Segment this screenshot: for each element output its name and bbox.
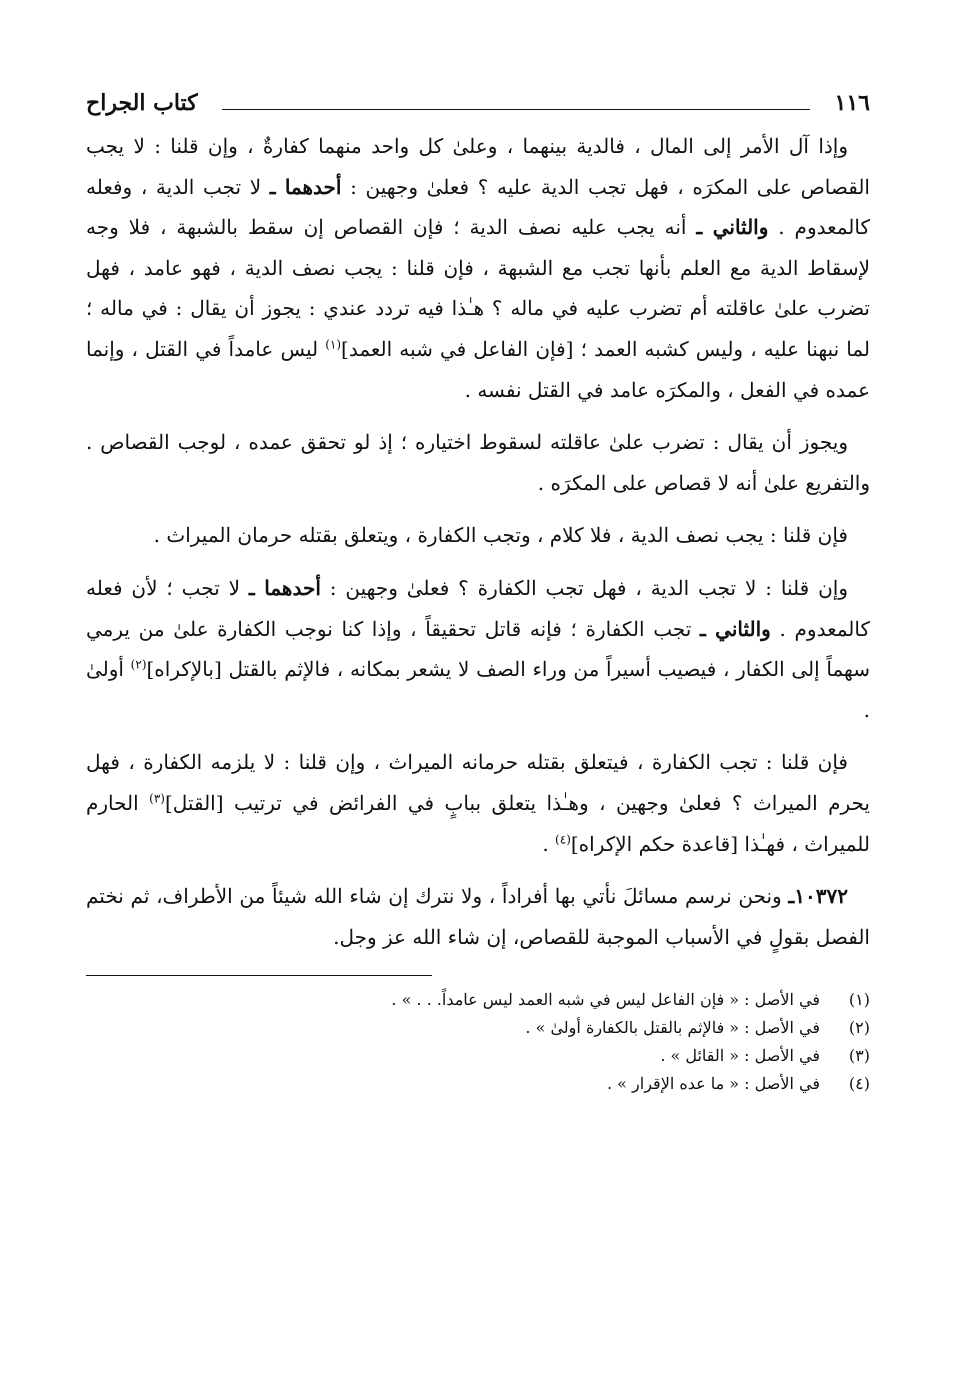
text-run: فإن قلنا : تجب الكفارة ، فيتعلق بقتله حرمانه الميراث ، وإن قلنا : لا يلزمه الكفارة ، فهل يحرم الميراث ؟ فعلىٰ وجهين ، وهـٰذا يتعلق ببابٍ في الفرائض في ترتيب [القتل]: [86, 750, 870, 815]
text-run: تجب الكفارة ؛ فإنه قاتل تحقيقاً ، وإذا كنا نوجب الكفارة علىٰ من يرمي سهماً إلى الكفار ، فيصيب أسيراً من وراء الصف لا يشعر بمكانه ، فالإثم بالقتل [بالإكراه]: [86, 616, 870, 682]
page: [86, 88, 870, 1098]
footnote-text: في الأصل : « فالإثم بالقتل بالكفارة أولىٰ » .: [525, 1018, 820, 1038]
paragraph: [86, 422, 870, 503]
paragraph: [86, 742, 870, 864]
page-number: ١١٦: [834, 90, 870, 116]
text-run: الحارم للميراث ، فهـٰذا [قاعدة حكم الإكراه]: [86, 790, 870, 856]
paragraph: [86, 126, 870, 410]
main-text: [86, 126, 870, 957]
page-header: [86, 88, 870, 122]
text-run: ويجوز أن يقال : تضرب علىٰ عاقلته لسقوط اختياره ؛ إذ لو تحقق عمده ، لوجب القصاص . والتفريع علىٰ أنه لا قصاص على المكرَه .: [86, 430, 870, 495]
book-title: كتاب الجراح: [86, 90, 198, 116]
text-run: فإن قلنا : يجب نصف الدية ، فلا كلام ، وتجب الكفارة ، ويتعلق بقتله حرمان الميراث .: [153, 523, 848, 548]
footnote: [86, 1070, 870, 1098]
footnotes: [86, 986, 870, 1098]
text-run: أنه يجب عليه نصف الدية ؛ فإن القصاص إن سقط بالشبهة ، فلا وجه لإسقاط الدية مع العلم بأنها تجب مع الشبهة ، فإن قلنا : يجب نصف الدية ، فهو عامد ، فهل تضرب علىٰ عاقلته أم تضرب عليه في ماله ؟ هـٰذا فيه تردد عندي : يجوز أن يقال : في ماله ؛ لما نبهنا عليه ، وليس كشبه العمد ؛ [فإن الفاعل في شبه العمد]: [86, 215, 871, 361]
text-run: وإن قلنا : لا تجب الدية ، فهل تجب الكفارة ؟ فعلىٰ وجهين :: [320, 575, 848, 600]
footnote-number: (٣): [848, 1046, 870, 1066]
paragraph: [86, 568, 870, 730]
bold-term: والثاني ـ: [700, 616, 771, 641]
text-run: ليس عامداً في القتل ، وإنما عمده في الفعل ، والمكرَه عامد في القتل نفسه .: [86, 336, 870, 402]
bold-term: أحدهما ـ: [269, 174, 342, 199]
footnote: [86, 1042, 870, 1070]
footnote-text: في الأصل : « ما عده الإقرار » .: [607, 1074, 820, 1094]
text-run: لا تجب الدية ، وفعله كالمعدوم .: [86, 174, 871, 240]
footnote-number: (٢): [848, 1018, 870, 1038]
footnote: [86, 1014, 870, 1042]
text-run: ونحن نرسم مسائلَ نأتي بها أفراداً ، ولا نترك إن شاء الله شيئاً من الأطراف، ثم نختم الفصل بقولٍ في الأسباب الموجبة للقصاص، إن شاء الله عز وجل.: [86, 884, 870, 949]
text-run: لا تجب ؛ لأن فعله كالمعدوم .: [86, 575, 871, 641]
bold-term: والثاني ـ: [696, 215, 769, 240]
footnote-ref: (٤): [555, 831, 571, 846]
text-run: .: [542, 831, 556, 856]
text-run: أولىٰ .: [86, 657, 870, 722]
footnote-ref: (٣): [149, 791, 165, 806]
footnote-text: في الأصل : « فإن الفاعل ليس في شبه العمد ليس عامداً. . . » .: [391, 990, 820, 1010]
footnote-number: (١): [848, 990, 870, 1010]
footnote-number: (٤): [848, 1074, 870, 1094]
footnote-separator: [86, 975, 432, 976]
footnote-ref: (١): [325, 337, 342, 352]
footnote-ref: (٢): [130, 657, 147, 672]
footnote: [86, 986, 870, 1014]
bold-term: أحدهما ـ: [248, 575, 321, 600]
paragraph: [86, 515, 870, 556]
bold-term: ١٠٣٧٢ـ: [788, 884, 848, 909]
footnote-text: في الأصل : « القائل » .: [660, 1046, 820, 1066]
header-rule: [222, 109, 810, 110]
paragraph: [86, 876, 870, 957]
text-run: وإذا آل الأمر إلى المال ، فالدية بينهما ، وعلىٰ كل واحد منهما كفارةٌ ، وإن قلنا : لا يجب القصاص على المكرَه ، فهل تجب الدية عليه ؟ فعلىٰ وجهين :: [86, 134, 870, 199]
